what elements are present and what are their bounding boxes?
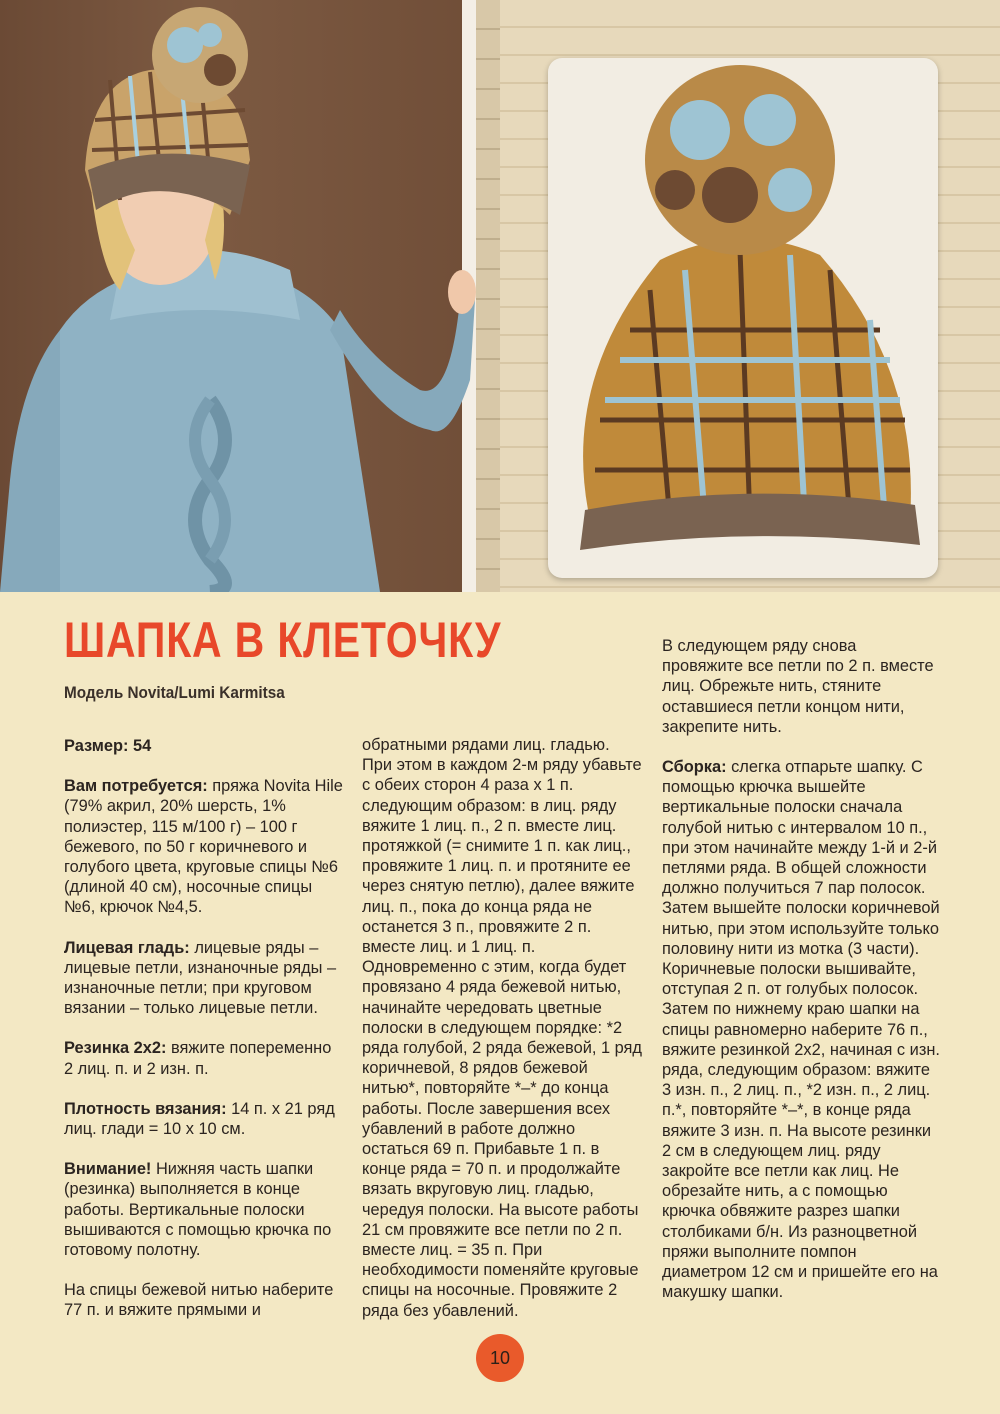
stockinette-text: лицевые ряды – лицевые петли, изнаночные ряды – изнаночные петли; при круговом вязании – только лицевые петли. [64,938,337,1018]
finishing-paragraph: В следующем ряду снова провяжите все петли по 2 п. вместе лиц. Обрежьте нить, стяните оставшиеся петли концом нити, закрепите нить. [662,637,934,736]
rib-label: Резинка 2х2: [64,1039,167,1058]
gauge-label: Плотность вязания: [64,1099,227,1118]
materials-paragraph [64,776,344,917]
model-credit: Модель Novita/Lumi Karmitsa [64,683,285,702]
gauge-text: 14 п. х 21 ряд лиц. глади = 10 х 10 см. [64,1099,335,1139]
knitting-instructions: обратными рядами лиц. гладью. При этом в каждом 2-м ряду убавьте с обеих сторон 4 раза х 1 п. следующим образом: в лиц. ряду вяжите 1 лиц. п., 2 п. вместе лиц. протяжкой (= снимите 1 п. как лиц., провяжите 1 лиц. п. и протяните ее через снятую петлю), далее вяжите лиц. п., пока до конца ряда не останется 3 п., провяжите 2 п. вместе лиц. и 1 лиц. п. Одновременно с этим, когда будет провязано 4 ряда бежевой нитью, начинайте чередовать цветные полоски в следующем порядке: *2 ряда голубой, 2 ряда бежевой, 1 ряд коричневой, 8 рядов бежевой нитью*, повторяйте *–* до конца работы. После завершения всех убавлений в работе должно остаться 69 п. Прибавьте 1 п. в конце ряда = 70 п. и продолжайте вязать вкруговую лиц. гладью, чередуя полоски. На высоте работы 21 см провяжите все петли по 2 п. вместе лиц. = 35 п. При необходимости поменяйте круговые спицы на носочные. Провяжите 2 ряда без убавлений. [362,736,642,1320]
note-label: Внимание! [64,1160,152,1179]
photo-area [0,0,1000,600]
page-number: 10 [476,1334,524,1382]
hat-photo [500,0,1000,592]
stockinette-label: Лицевая гладь: [64,938,190,957]
note-paragraph [64,1159,344,1260]
rib-paragraph [64,1038,344,1078]
rib-text: вяжите попеременно 2 лиц. п. и 2 изн. п. [64,1039,332,1078]
size-label: Размер: [64,737,129,755]
hat-illustration [500,0,1000,592]
materials-label: Вам потребуется: [64,777,208,796]
column-3 [662,636,942,1323]
gauge-paragraph [64,1099,344,1139]
cast-on-text: На спицы бежевой нитью наберите 77 п. и вяжите прямыми и [64,1281,334,1320]
column-2 [362,735,642,1341]
cast-on-paragraph [64,1280,344,1320]
column-1 [64,736,344,1341]
model-photo [0,0,500,592]
note-text: Нижняя часть шапки (резинка) выполняется в конце работы. Вертикальные полоски вышиваются с помощью крючка по готовому полотну. [64,1160,332,1260]
page-title: ШАПКА В КЛЕТОЧКУ [64,612,502,668]
assembly-label: Сборка: [662,758,727,777]
materials-text: пряжа Novita Hile (79% акрил, 20% шерсть, 1% полиэстер, 115 м/100 г) – 100 г бежевого, по 50 г коричневого и голубого цвета, круговые спицы №6 (длиной 40 см), носочные спицы №6, крючок №4,5. [64,777,343,917]
size-value: 54 [133,737,152,755]
assembly-text: слегка отпарьте шапку. С помощью крючка вышейте вертикальные полоски сначала голубой нитью с интервалом 10 п., при этом начинайте между 1-й и 2-й петлями ряда. В общей сложности должно получиться 7 пар полосок. Затем вышейте полоски коричневой нитью, при этом используйте только половину нити из мотка (3 части). Коричневые полоски вышивайте, отступая 2 п. от голубых полосок. Затем по нижнему краю шапки на спицы равномерно наберите 76 п., вяжите резинкой 2х2, начиная с изн. ряда, следующим образом: вяжите 3 изн. п., 2 лиц. п., *2 изн. п., 2 лиц. п.*, повторяйте *–*, в конце ряда вяжите 3 изн. п. На высоте резинки 2 см в следующем лиц. ряду закройте все петли как лиц. Не обрезайте нить, а с помощью крючка обвяжите разрез шапки столбиками б/н. Из разноцветной пряжи выполните помпон диаметром 12 см и пришейте его на макушку шапки. [662,758,940,1302]
size-paragraph [64,736,344,756]
model-illustration [0,0,500,592]
stockinette-paragraph [64,938,344,1019]
assembly-paragraph [662,757,942,1302]
